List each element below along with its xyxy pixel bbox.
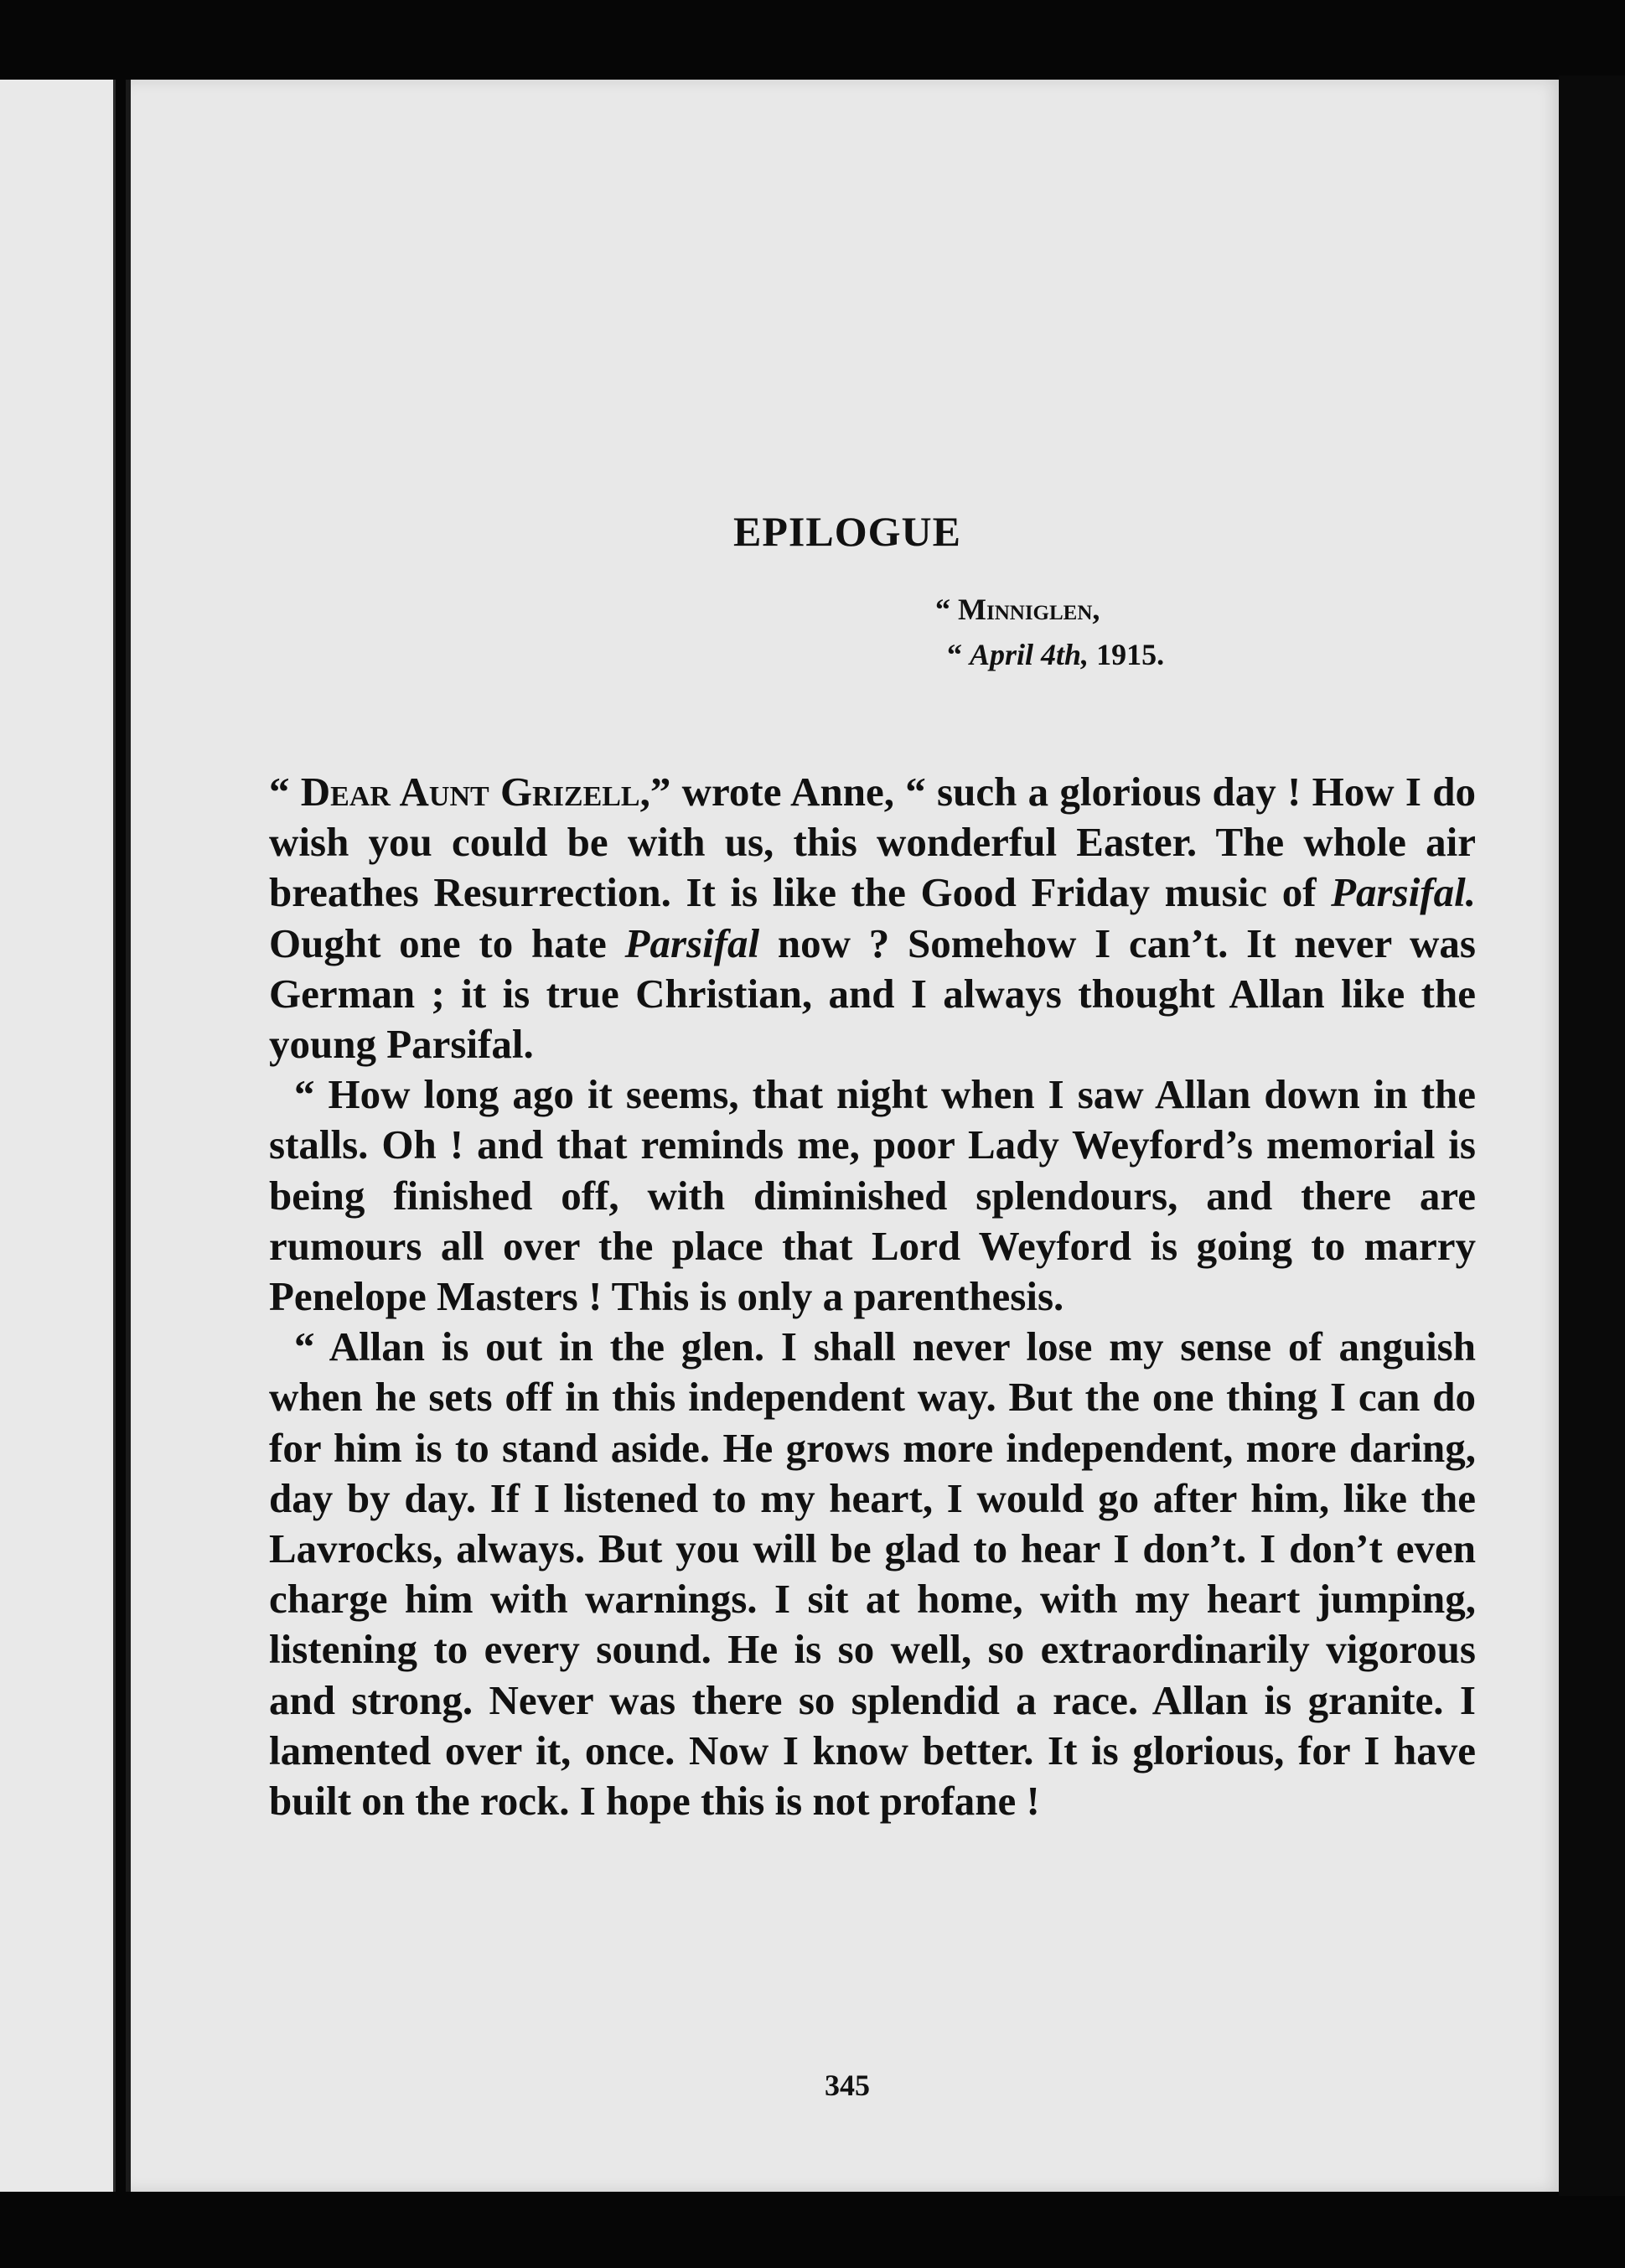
letter-body <box>269 767 1476 1826</box>
letter-dateline <box>935 587 1539 677</box>
paragraph-1: “ Dear Aunt Grizell,” wrote Anne, “ such a glorious day ! How I do wish you could be with us, this wonderful Easter. The whole air breathes Resurrection. It is like the Good Friday music of Parsifal. Ought one to hate Parsifal now ? Somehow I can’t. It never was German ; it is true Christian, and I always thought Allan like the young Parsifal. <box>269 769 1477 1068</box>
dateline-place: “ Minniglen, <box>935 593 1100 626</box>
salutation: Dear Aunt Grizell, <box>300 769 650 815</box>
right-binding-shadow <box>1559 75 1625 2196</box>
paragraph-3: “ Allan is out in the glen. I shall never lose my sense of anguish when he sets off in this independent way. But the one thing I can do for him is to stand aside. He grows more independent, more daring, day by day. If I listened to my heart, I would go after him, like the Lavrocks, always. But you will be glad to hear I don’t. I don’t even charge him with warnings. I sit at home, with my heart jumping, listening to every sound. He is so well, so extraordinarily vigorous and strong. Never was there so splendid a race. Allan is granite. I lamented over it, once. Now I know better. It is glorious, for I have built on the rock. I hope this is not profane ! <box>269 1323 1476 1825</box>
paragraph-2: “ How long ago it seems, that night when I saw Allan down in the stalls. Oh ! and that reminds me, poor Lady Weyford’s memorial is being finished off, with diminished splendours, and there are rumours all over the place that Lord Weyford is going to marry Penelope Masters ! This is only a parenthesis. <box>269 1071 1476 1320</box>
previous-page-edge <box>0 80 116 2192</box>
page-number: 345 <box>825 2069 870 2102</box>
page-title: EPILOGUE <box>733 508 961 555</box>
book-page <box>126 80 1564 2192</box>
dateline-date: “ April 4th, 1915. <box>947 638 1165 671</box>
